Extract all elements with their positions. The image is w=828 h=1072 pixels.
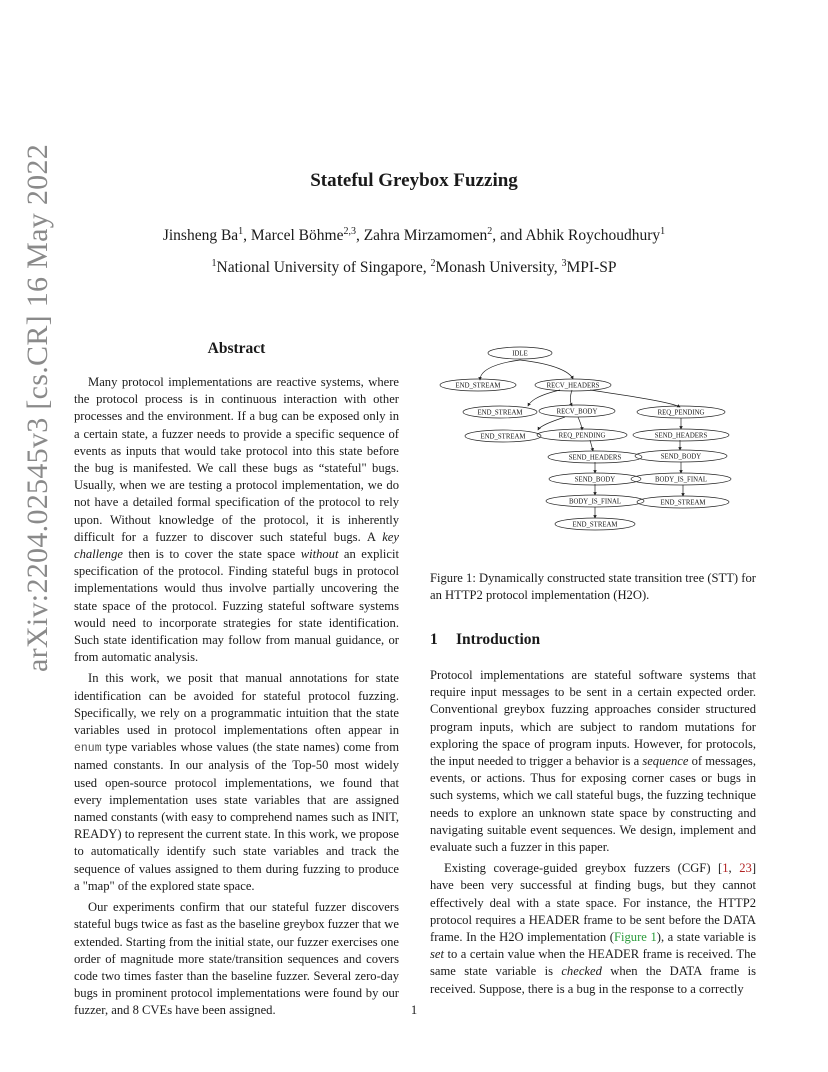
section-number: 1 <box>430 631 438 648</box>
emphasis: key challenge <box>74 529 399 562</box>
citation-link[interactable]: 23 <box>739 861 752 876</box>
text-run: In this work, we posit that manual annotations for state identification can be avoided for stateful protocol fuzzing. Specifically, we rely on a programmatic intuition that the state variables used in protocol implementations often appear in <box>74 671 399 738</box>
author-affiliation-mark: 2,3 <box>343 225 356 237</box>
figure-reference-link[interactable]: Figure 1 <box>613 930 657 945</box>
tree-edge <box>528 390 560 406</box>
text-run: ), a state variable is <box>656 930 757 945</box>
affiliation-mark: 1 <box>211 257 217 269</box>
state-label: END_STREAM <box>572 521 618 529</box>
author-name: Jinsheng Ba <box>162 227 239 244</box>
author-name: Abhik Roychoudhury <box>525 227 661 244</box>
tree-edge <box>578 417 582 430</box>
intro-paragraph <box>430 860 756 998</box>
abstract-body <box>74 374 399 1020</box>
tree-edge <box>538 417 565 430</box>
author-separator: , and <box>492 227 526 244</box>
emphasis: checked <box>561 964 602 979</box>
text-run: when the DATA frame is received. Suppose, there is a bug in the response to a correctly <box>430 964 756 996</box>
state-label: REQ_PENDING <box>657 409 705 417</box>
emphasis: sequence <box>642 754 689 769</box>
author-separator: , <box>355 227 364 244</box>
text-run: Protocol implementations are stateful software systems that require input messages to be sent in a certain expected order. Conventional greybox fuzzing approaches consider structured program inputs, which are subject to random mutations for exploring the space of program inputs. However, for protocols, the input needed to trigger a behavior is a <box>430 668 756 769</box>
state-label: SEND_BODY <box>660 453 702 461</box>
text-run: then is to cover the state space <box>122 547 301 562</box>
citation-link[interactable]: 1 <box>722 861 729 876</box>
text-run: , <box>728 861 740 876</box>
state-label: END_STREAM <box>477 409 523 417</box>
text-run: to a certain value when the HEADER frame is received. The same state variable is <box>430 947 756 979</box>
tree-edge <box>590 390 680 407</box>
author-list <box>0 227 828 245</box>
state-label: END_STREAM <box>455 382 501 390</box>
author-name: Marcel Böhme <box>250 227 344 244</box>
affiliation-list <box>0 259 828 277</box>
inline-code: enum <box>74 742 102 756</box>
text-run: an explicit specification of the protocol. Finding stateful bugs in protocol implementations would thus involve partially uncovering the state space of the protocol. Fuzzing stateful software systems would need to incorporate strategies for state identification. Such state identification may follow from manual guidance, or from automatic analysis. <box>74 547 399 665</box>
text-run: type variables whose values (the state names) come from named constants. In our analysis of the Top-50 most widely used open-source protocol implementations, we found that every implementation uses state variables that are assigned named constants (with easy to comprehend names such as INIT, READY) to represent the current state. In this work, we propose to automatically identify such state variables and track the sequence of values assigned to them during fuzzing to produce a "map" of the explored state space. <box>74 740 399 893</box>
state-label: BODY_IS_FINAL <box>568 498 622 506</box>
state-label: END_STREAM <box>480 433 526 441</box>
tree-edge <box>571 390 573 406</box>
state-label: SEND_HEADERS <box>568 454 622 462</box>
affiliation-name: National University of Singapore <box>216 259 423 276</box>
abstract-heading: Abstract <box>207 340 266 357</box>
abstract-paragraph <box>74 670 399 895</box>
affiliation-separator: , <box>553 259 562 276</box>
affiliation-mark: 2 <box>430 257 436 269</box>
abstract-paragraph <box>74 374 399 666</box>
state-label: END_STREAM <box>660 499 706 507</box>
arxiv-identifier-stamp: arXiv:2204.02545v3 [cs.CR] 16 May 2022 <box>21 143 54 672</box>
author-separator: , <box>243 227 251 244</box>
affiliation-name: MPI-SP <box>566 259 617 276</box>
text-run: of messages, events, or actions. Thus for exposing corner cases or bugs in such systems, which we call stateful bugs, the fuzzing technique needs to explore an unknown state space by constructing and navigating suitable event sequences. We design, implement and evaluate such a fuzzer in this paper. <box>430 754 756 855</box>
introduction-body <box>430 667 756 998</box>
page-number: 1 <box>410 1003 418 1017</box>
emphasis: without <box>300 547 339 562</box>
state-transition-tree-figure <box>430 340 756 540</box>
affiliation-mark: 3 <box>561 257 567 269</box>
state-label: IDLE <box>512 350 528 358</box>
state-label: REQ_PENDING <box>558 432 606 440</box>
figure-caption: Figure 1: Dynamically constructed state transition tree (STT) for an HTTP2 protocol implementation (H2O). <box>430 571 756 603</box>
author-affiliation-mark: 1 <box>660 225 666 237</box>
tree-edge <box>590 440 593 451</box>
state-label: SEND_HEADERS <box>654 432 708 440</box>
section-title: Introduction <box>456 631 541 648</box>
intro-paragraph <box>430 667 756 856</box>
state-label: SEND_BODY <box>574 476 616 484</box>
emphasis: set <box>430 947 444 962</box>
tree-edge <box>480 360 520 380</box>
text-run: Existing coverage-guided greybox fuzzers (CGF) [ <box>444 861 723 876</box>
affiliation-separator: , <box>422 259 431 276</box>
affiliation-name: Monash University <box>435 259 554 276</box>
state-label: RECV_BODY <box>556 408 598 416</box>
tree-edge <box>520 360 573 379</box>
author-affiliation-mark: 2 <box>487 225 493 237</box>
state-label: BODY_IS_FINAL <box>654 476 708 484</box>
section-heading <box>430 631 540 649</box>
text-run: ] have been very successful at finding bugs, but they cannot effectively deal with a state space. For instance, the HTTP2 protocol requires a HEADER frame to be sent before the DATA frame. In the H2O implementation ( <box>430 861 757 945</box>
abstract-paragraph: Our experiments confirm that our stateful fuzzer discovers stateful bugs twice as fast as the baseline greybox fuzzer that we extended. Starting from the initial state, our fuzzer exercises one order of magnitude more state/transition sequences and covers code two times faster than the baseline fuzzer. Several zero-day bugs in prominent protocol implementations were found by our fuzzer, and 8 CVEs have been assigned. <box>74 900 399 1018</box>
author-name: Zahra Mirzamomen <box>363 227 488 244</box>
paper-title: Stateful Greybox Fuzzing <box>310 170 518 191</box>
state-label: RECV_HEADERS <box>546 382 600 390</box>
author-affiliation-mark: 1 <box>238 225 244 237</box>
text-run: Many protocol implementations are reactive systems, where the protocol process is in continuous interaction with other processes and the environment. If a bug can be exposed only in a certain state, a fuzzer needs to provide a specific sequence of events as inputs that would take protocol into this state before the bug is manifested. We call these bugs as “stateful" bugs. Usually, when we are testing a protocol implementation, we do not have a detailed formal specification of the protocol to rely upon. Without knowledge of the protocol, it is inherently difficult for a fuzzer to discover such stateful bugs. A <box>74 375 399 544</box>
